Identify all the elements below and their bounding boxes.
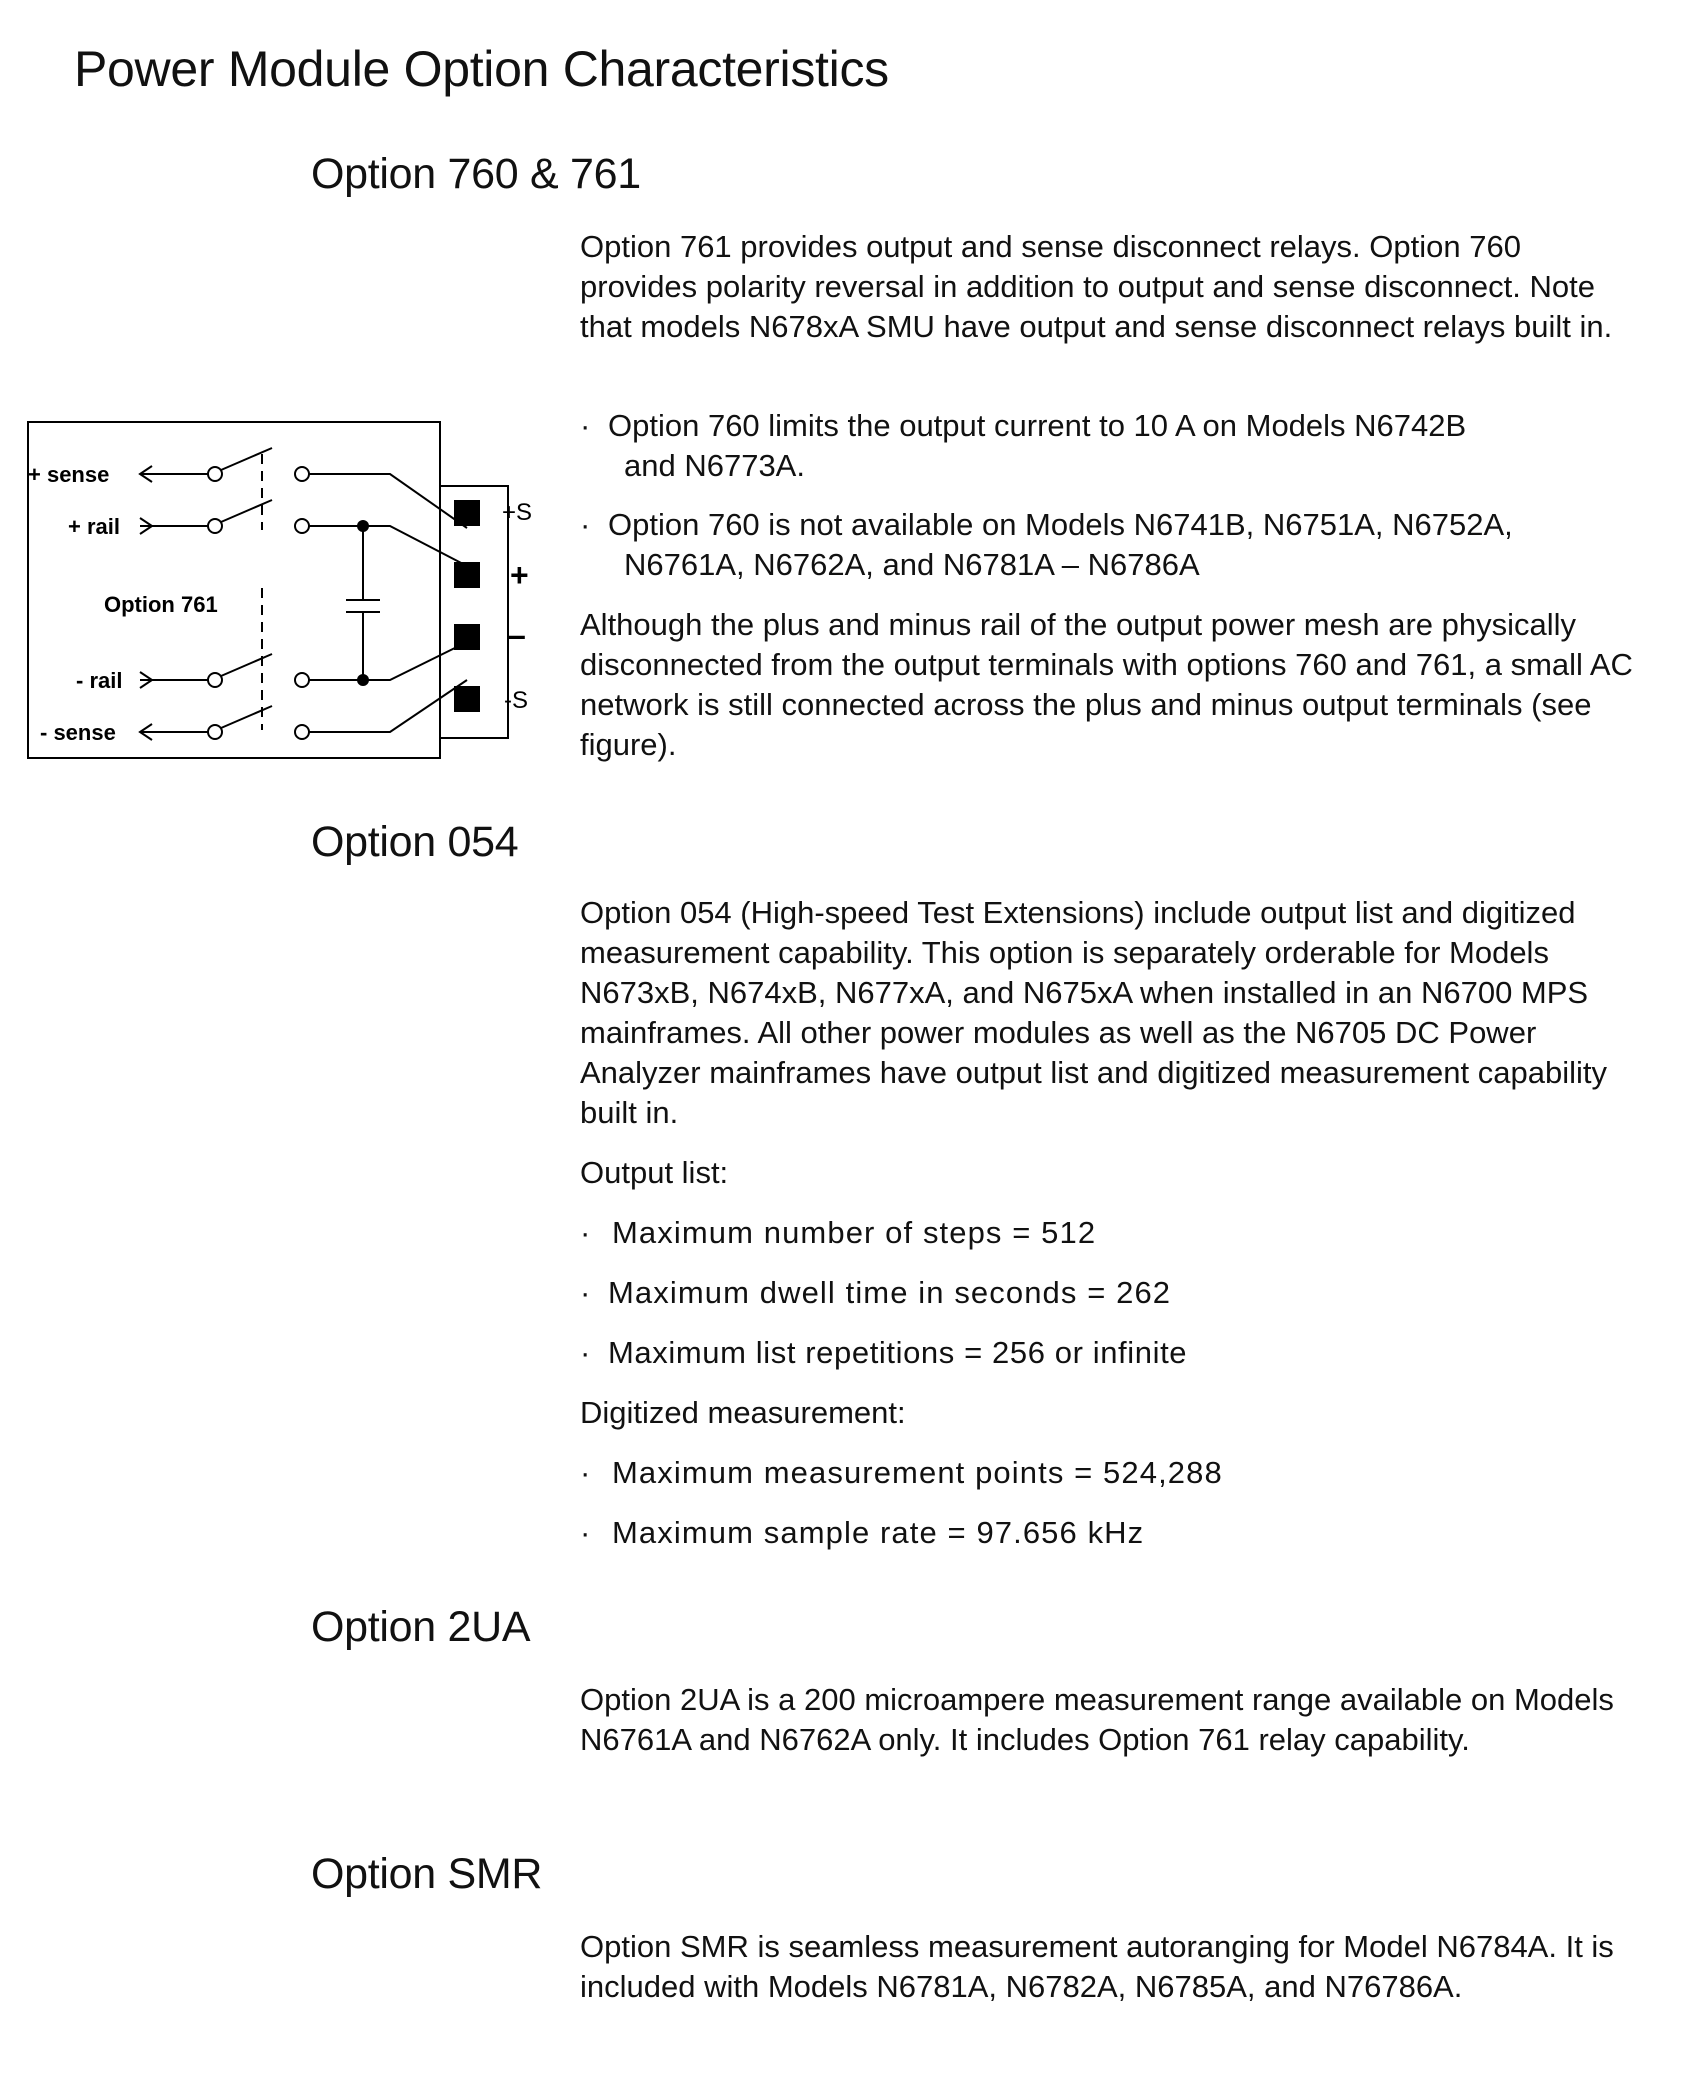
opt054-intro: Option 054 (High-speed Test Extensions) include output list and digitized measurement capability. This option is separately orderable for Models N673xB, N674xB, N677xA, and N675xA when installed in an N6700 MPS mainframes. All other power modules as well as the N6705 DC Power Analyzer mainframes have output list and digitized measurement capability built in. bbox=[580, 895, 1607, 1130]
bullet-line: and N6773A. bbox=[624, 448, 805, 483]
section-heading-smr: Option SMR bbox=[311, 1850, 543, 1898]
label-terminal-plus: + bbox=[510, 557, 529, 593]
terminal-plus-s bbox=[454, 500, 480, 526]
section-heading-2ua: Option 2UA bbox=[311, 1603, 531, 1651]
label-terminal-minus-s: -S bbox=[504, 687, 528, 714]
bullet-text: Maximum measurement points = 524,288 bbox=[612, 1455, 1223, 1490]
opt760-bullet-1 bbox=[580, 406, 1640, 486]
bullet-line: N6761A, N6762A, and N6781A – N6786A bbox=[624, 547, 1200, 582]
bullet-dot: · bbox=[580, 1275, 592, 1310]
label-terminal-minus: – bbox=[508, 617, 526, 653]
terminal-minus-s bbox=[454, 686, 480, 712]
terminal-minus bbox=[454, 624, 480, 650]
digitized-item bbox=[580, 1453, 1640, 1493]
page-title: Power Module Option Characteristics bbox=[74, 41, 889, 97]
opt2ua-text: Option 2UA is a 200 microampere measurement range available on Models N6761A and N6762A only. It includes Option 761 relay capability. bbox=[580, 1682, 1614, 1757]
opt760-intro: Option 761 provides output and sense disconnect relays. Option 760 provides polarity reversal in addition to output and sense disconnect. Note that models N678xA SMU have output and sense disconnect relays built in. bbox=[580, 229, 1613, 344]
opt760-bullet-2 bbox=[580, 505, 1640, 585]
section-heading-760: Option 760 & 761 bbox=[311, 150, 641, 198]
bullet-dot: · bbox=[580, 1335, 591, 1370]
label-terminal-plus-s: +S bbox=[502, 499, 533, 526]
bullet-line: Option 760 limits the output current to 10 A on Models N6742B bbox=[608, 408, 1467, 443]
bullet-text: Maximum number of steps = 512 bbox=[612, 1215, 1097, 1250]
label-option-761: Option 761 bbox=[104, 592, 218, 617]
digitized-item bbox=[580, 1513, 1640, 1553]
bullet-dot: · bbox=[580, 1215, 592, 1250]
label-plus-rail: + rail bbox=[68, 514, 120, 539]
label-minus-rail: - rail bbox=[76, 668, 123, 693]
optsmr-text: Option SMR is seamless measurement autoranging for Model N6784A. It is included with Models N6781A, N6782A, N6785A, and N76786A. bbox=[580, 1929, 1614, 2004]
output-list-item bbox=[580, 1273, 1640, 1313]
bullet-dot: · bbox=[580, 1515, 592, 1550]
bullet-text: Maximum list repetitions = 256 or infinite bbox=[608, 1335, 1188, 1370]
bullet-text: Maximum sample rate = 97.656 kHz bbox=[612, 1515, 1145, 1550]
label-minus-sense: - sense bbox=[40, 720, 116, 745]
bullet-dot: · bbox=[580, 408, 591, 443]
output-list-item bbox=[580, 1213, 1640, 1253]
option-761-circuit-diagram bbox=[24, 418, 544, 763]
bullet-dot: · bbox=[580, 507, 591, 542]
output-list-item bbox=[580, 1333, 1640, 1373]
bullet-text: Maximum dwell time in seconds = 262 bbox=[608, 1275, 1172, 1310]
bullet-dot: · bbox=[580, 1455, 592, 1490]
label-plus-sense: + sense bbox=[28, 462, 110, 487]
bullet-line: Option 760 is not available on Models N6741B, N6751A, N6752A, bbox=[608, 507, 1513, 542]
opt760-outro: Although the plus and minus rail of the output power mesh are physically disconnected from the output terminals with options 760 and 761, a small AC network is still connected across the plus and minus output terminals (see figure). bbox=[580, 607, 1633, 762]
output-list-label: Output list: bbox=[580, 1155, 729, 1190]
terminal-plus bbox=[454, 562, 480, 588]
digitized-label: Digitized measurement: bbox=[580, 1395, 906, 1430]
section-heading-054: Option 054 bbox=[311, 818, 519, 866]
